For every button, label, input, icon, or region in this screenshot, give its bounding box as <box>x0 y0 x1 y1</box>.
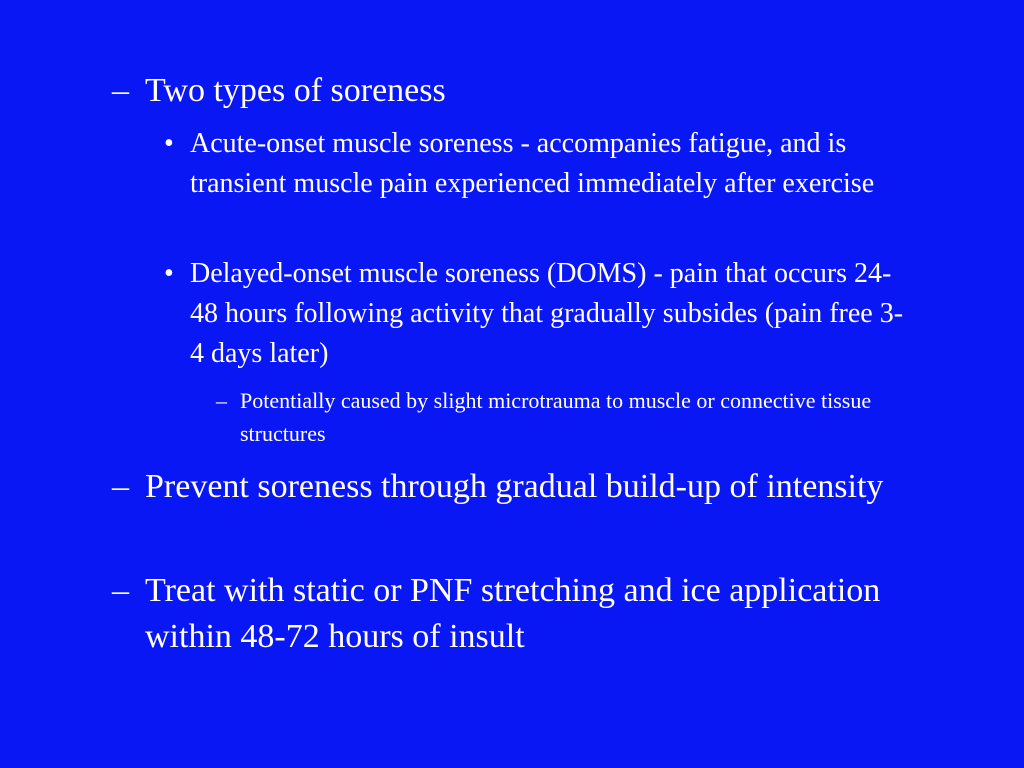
bullet-item-two-types <box>112 68 902 114</box>
bullet-item-prevent <box>112 464 902 510</box>
dash-marker: – <box>112 468 129 505</box>
bullet-item-treat <box>112 568 902 660</box>
bullet-text: Potentially caused by slight microtrauma to muscle or connective tissue structures <box>240 388 872 446</box>
dash-marker: – <box>112 572 129 609</box>
bullet-item-microtrauma <box>216 384 896 450</box>
dash-marker: – <box>216 388 227 413</box>
bullet-item-delayed-onset <box>164 254 914 374</box>
dash-marker: – <box>112 72 129 109</box>
bullet-marker: • <box>164 258 174 289</box>
bullet-text: Acute-onset muscle soreness - accompanies fatigue, and is transient muscle pain experienced immediately after exercise <box>190 128 875 199</box>
bullet-text: Two types of soreness <box>145 72 446 109</box>
bullet-text: Prevent soreness through gradual build-up of intensity <box>145 468 884 505</box>
bullet-marker: • <box>164 128 174 159</box>
bullet-text: Delayed-onset muscle soreness (DOMS) - pain that occurs 24-48 hours following activity that gradually subsides (pain free 3-4 days later) <box>190 258 904 369</box>
bullet-item-acute-onset <box>164 124 914 204</box>
bullet-text: Treat with static or PNF stretching and ice application within 48-72 hours of insult <box>145 572 881 655</box>
